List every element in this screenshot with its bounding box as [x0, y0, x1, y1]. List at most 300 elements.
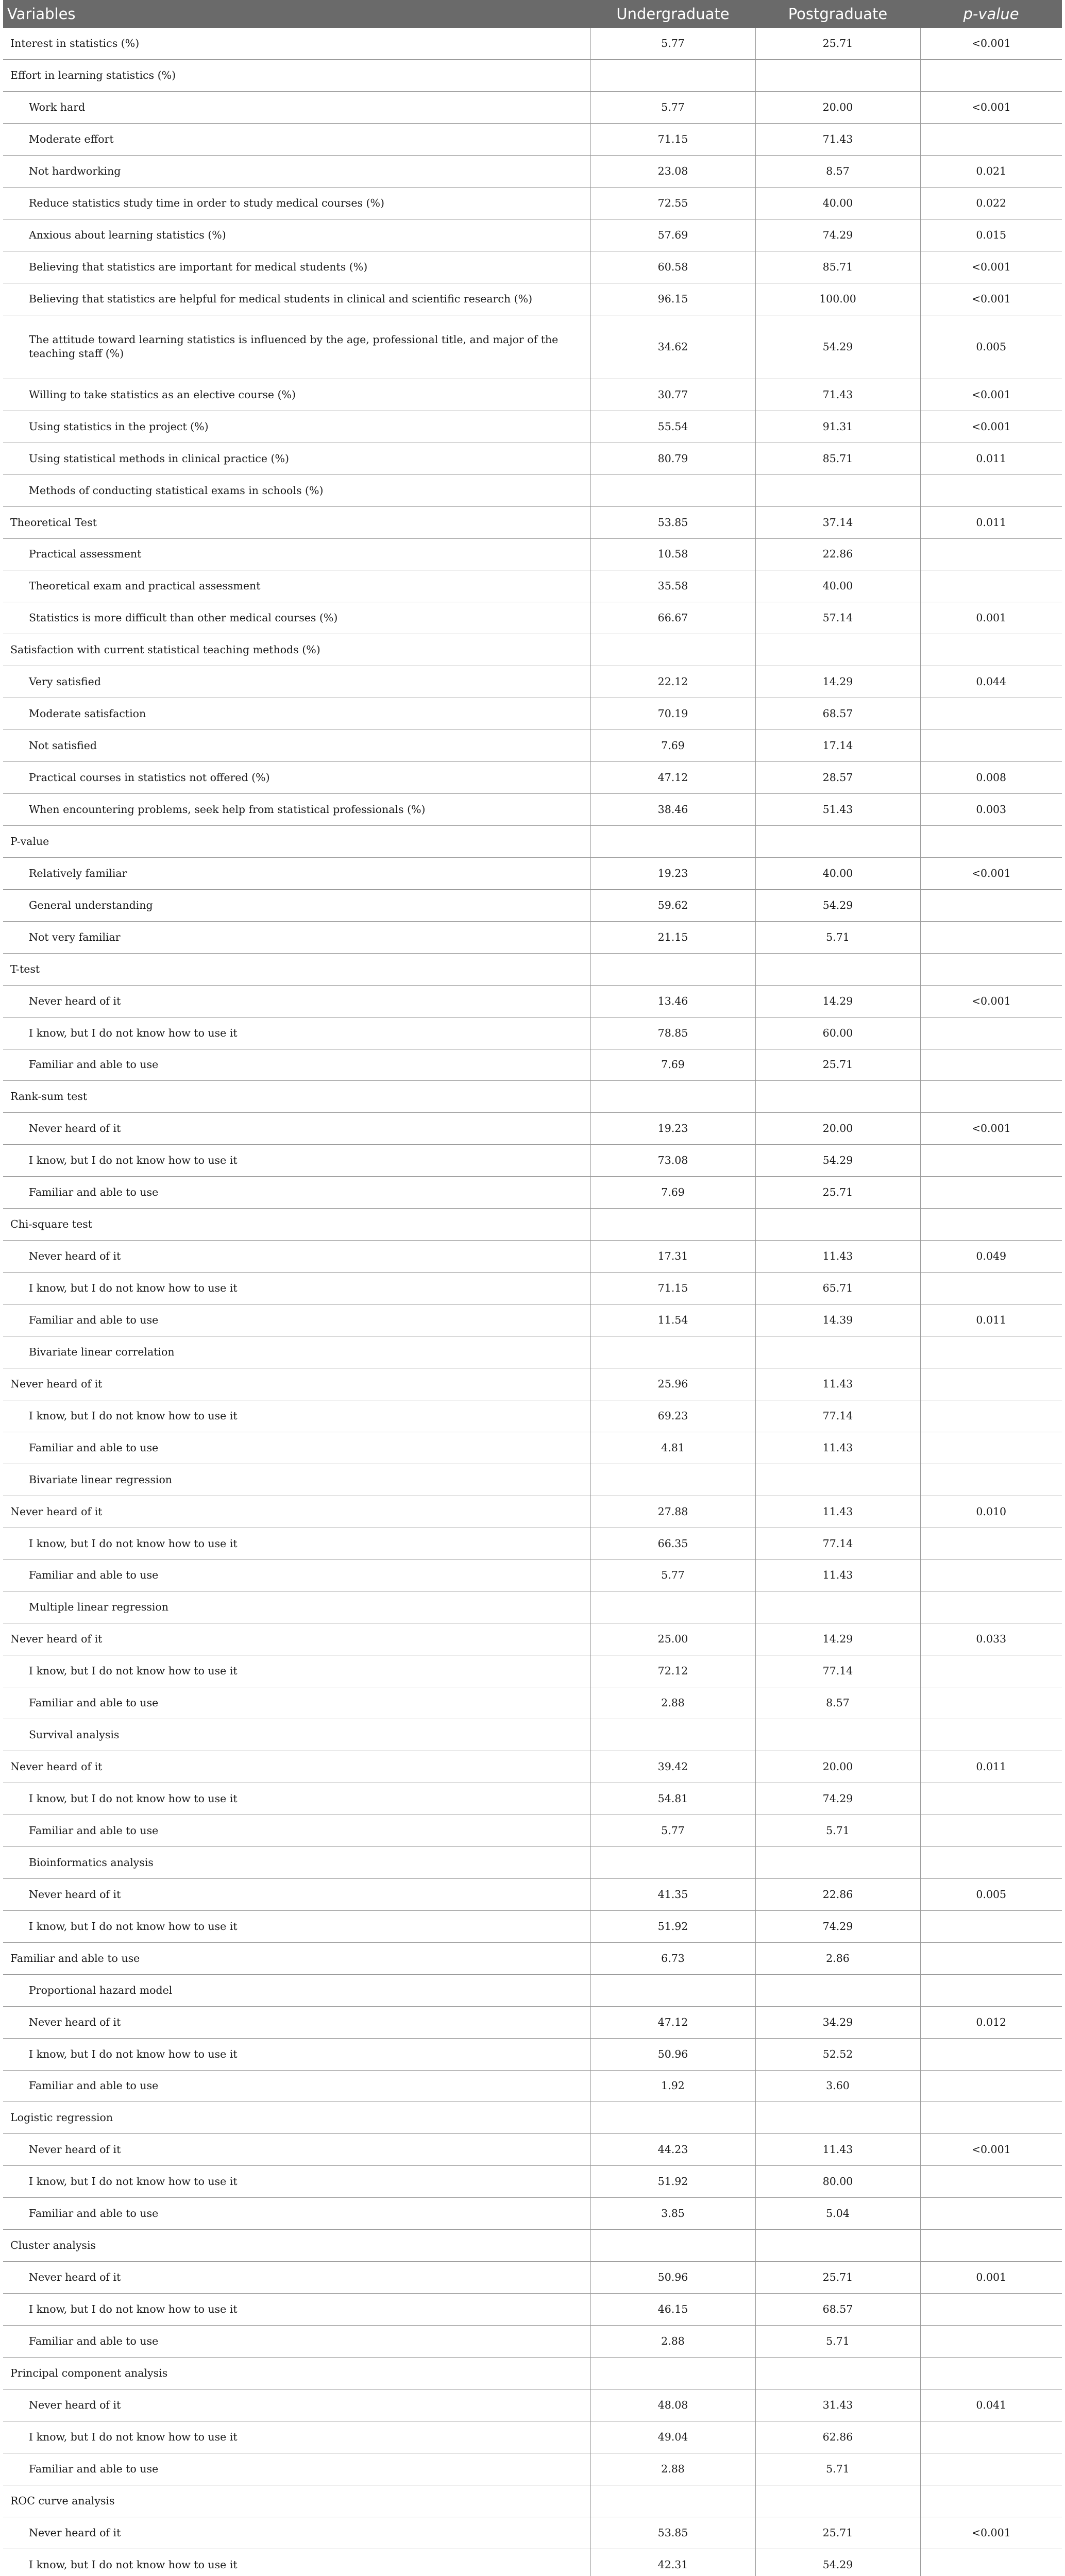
postgraduate-value: 22.86	[755, 538, 920, 570]
row-label: Bioinformatics analysis	[3, 1846, 590, 1878]
table-row	[3, 1209, 1062, 1241]
undergraduate-value: 47.12	[590, 762, 755, 794]
postgraduate-value: 100.00	[755, 283, 920, 315]
row-label: ROC curve analysis	[3, 2485, 590, 2517]
undergraduate-value: 25.96	[590, 1368, 755, 1400]
row-label: Familiar and able to use	[3, 2198, 590, 2230]
table-row	[3, 2389, 1062, 2421]
table-row	[3, 2134, 1062, 2166]
table-row	[3, 60, 1062, 92]
undergraduate-value: 51.92	[590, 1910, 755, 1942]
table-row	[3, 1368, 1062, 1400]
undergraduate-value: 72.12	[590, 1655, 755, 1687]
postgraduate-value: 91.31	[755, 411, 920, 443]
postgraduate-value: 68.57	[755, 2294, 920, 2326]
row-label: I know, but I do not know how to use it	[3, 1273, 590, 1304]
undergraduate-value: 5.77	[590, 1560, 755, 1591]
row-label: Effort in learning statistics (%)	[3, 60, 590, 92]
row-label: Very satisfied	[3, 666, 590, 698]
row-label: Familiar and able to use	[3, 1177, 590, 1209]
p-value	[920, 1942, 1062, 1974]
table-row	[3, 1623, 1062, 1655]
postgraduate-value: 11.43	[755, 1432, 920, 1464]
postgraduate-value: 25.71	[755, 1177, 920, 1209]
postgraduate-value: 5.71	[755, 921, 920, 953]
table-row	[3, 1241, 1062, 1273]
p-value	[920, 2294, 1062, 2326]
table-row	[3, 570, 1062, 602]
table-row	[3, 2262, 1062, 2294]
statistics-table	[3, 0, 1062, 2576]
table-row	[3, 1974, 1062, 2006]
undergraduate-value	[590, 474, 755, 506]
row-label: P-value	[3, 825, 590, 857]
row-label: Using statistics in the project (%)	[3, 411, 590, 443]
p-value: <0.001	[920, 28, 1062, 60]
undergraduate-value: 47.12	[590, 2006, 755, 2038]
undergraduate-value	[590, 1081, 755, 1113]
undergraduate-value: 71.15	[590, 124, 755, 156]
row-label: Cluster analysis	[3, 2230, 590, 2262]
p-value	[920, 1145, 1062, 1177]
table-row	[3, 1496, 1062, 1528]
row-label: Moderate satisfaction	[3, 698, 590, 730]
p-value	[920, 570, 1062, 602]
undergraduate-value: 25.00	[590, 1623, 755, 1655]
postgraduate-value: 28.57	[755, 762, 920, 794]
table-row	[3, 1942, 1062, 1974]
p-value	[920, 1273, 1062, 1304]
postgraduate-value: 54.29	[755, 889, 920, 921]
postgraduate-value: 14.29	[755, 1623, 920, 1655]
undergraduate-value: 6.73	[590, 1942, 755, 1974]
row-label: Never heard of it	[3, 985, 590, 1017]
postgraduate-value	[755, 1591, 920, 1623]
postgraduate-value: 5.71	[755, 2326, 920, 2358]
table-row	[3, 2326, 1062, 2358]
table-row	[3, 2038, 1062, 2070]
undergraduate-value: 35.58	[590, 570, 755, 602]
p-value	[920, 1783, 1062, 1815]
table-row	[3, 538, 1062, 570]
postgraduate-value: 77.14	[755, 1655, 920, 1687]
postgraduate-value: 20.00	[755, 1751, 920, 1783]
postgraduate-value: 25.71	[755, 2517, 920, 2549]
undergraduate-value: 42.31	[590, 2549, 755, 2576]
undergraduate-value: 19.23	[590, 857, 755, 889]
postgraduate-value	[755, 2230, 920, 2262]
p-value	[920, 2549, 1062, 2576]
postgraduate-value	[755, 1336, 920, 1368]
p-value	[920, 1049, 1062, 1081]
undergraduate-value: 21.15	[590, 921, 755, 953]
row-label: Rank-sum test	[3, 1081, 590, 1113]
row-label: Survival analysis	[3, 1719, 590, 1751]
undergraduate-value	[590, 825, 755, 857]
postgraduate-value: 3.60	[755, 2070, 920, 2102]
postgraduate-value: 20.00	[755, 1113, 920, 1145]
postgraduate-value: 25.71	[755, 2262, 920, 2294]
table-row	[3, 2006, 1062, 2038]
header-row	[3, 0, 1062, 28]
postgraduate-value: 54.29	[755, 315, 920, 379]
postgraduate-value: 14.29	[755, 666, 920, 698]
undergraduate-value: 1.92	[590, 2070, 755, 2102]
undergraduate-value: 22.12	[590, 666, 755, 698]
postgraduate-value: 71.43	[755, 124, 920, 156]
p-value	[920, 1017, 1062, 1049]
table-row	[3, 1687, 1062, 1719]
postgraduate-value: 85.71	[755, 443, 920, 474]
p-value: <0.001	[920, 857, 1062, 889]
row-label: Believing that statistics are important for medical students (%)	[3, 251, 590, 283]
postgraduate-value: 71.43	[755, 379, 920, 411]
p-value	[920, 538, 1062, 570]
postgraduate-value: 11.43	[755, 1368, 920, 1400]
postgraduate-value: 74.29	[755, 1910, 920, 1942]
undergraduate-value: 34.62	[590, 315, 755, 379]
table-row	[3, 666, 1062, 698]
p-value	[920, 1209, 1062, 1241]
table-row	[3, 411, 1062, 443]
postgraduate-value	[755, 1081, 920, 1113]
table-row	[3, 443, 1062, 474]
postgraduate-value: 14.39	[755, 1304, 920, 1336]
table-row	[3, 1591, 1062, 1623]
table-row	[3, 1273, 1062, 1304]
table-row	[3, 1113, 1062, 1145]
table-row	[3, 2198, 1062, 2230]
table-row	[3, 1846, 1062, 1878]
p-value: 0.012	[920, 2006, 1062, 2038]
postgraduate-value: 65.71	[755, 1273, 920, 1304]
postgraduate-value: 8.57	[755, 1687, 920, 1719]
row-label: Relatively familiar	[3, 857, 590, 889]
postgraduate-value	[755, 1846, 920, 1878]
postgraduate-value: 40.00	[755, 570, 920, 602]
undergraduate-value: 50.96	[590, 2262, 755, 2294]
postgraduate-value	[755, 60, 920, 92]
row-label: Never heard of it	[3, 1751, 590, 1783]
postgraduate-value: 5.71	[755, 1815, 920, 1847]
undergraduate-value: 2.88	[590, 2453, 755, 2485]
table-row	[3, 634, 1062, 666]
row-label: Familiar and able to use	[3, 2070, 590, 2102]
table-row	[3, 1719, 1062, 1751]
header-p-value: p-value	[920, 0, 1062, 28]
table-row	[3, 1017, 1062, 1049]
p-value: 0.005	[920, 1878, 1062, 1910]
p-value	[920, 2230, 1062, 2262]
postgraduate-value: 11.43	[755, 1560, 920, 1591]
postgraduate-value: 80.00	[755, 2166, 920, 2198]
undergraduate-value: 49.04	[590, 2421, 755, 2453]
row-label: I know, but I do not know how to use it	[3, 1017, 590, 1049]
undergraduate-value: 59.62	[590, 889, 755, 921]
p-value	[920, 1910, 1062, 1942]
table-row	[3, 1081, 1062, 1113]
p-value	[920, 1719, 1062, 1751]
table-row	[3, 2549, 1062, 2576]
row-label: I know, but I do not know how to use it	[3, 1910, 590, 1942]
p-value	[920, 2070, 1062, 2102]
undergraduate-value	[590, 2357, 755, 2389]
undergraduate-value: 5.77	[590, 1815, 755, 1847]
undergraduate-value: 17.31	[590, 1241, 755, 1273]
row-label: Familiar and able to use	[3, 1049, 590, 1081]
undergraduate-value: 2.88	[590, 1687, 755, 1719]
p-value	[920, 1655, 1062, 1687]
undergraduate-value: 23.08	[590, 156, 755, 188]
row-label: Familiar and able to use	[3, 1560, 590, 1591]
row-label: Never heard of it	[3, 1623, 590, 1655]
row-label: Practical courses in statistics not offered (%)	[3, 762, 590, 794]
row-label: Logistic regression	[3, 2102, 590, 2134]
row-label: Proportional hazard model	[3, 1974, 590, 2006]
row-label: Never heard of it	[3, 2389, 590, 2421]
undergraduate-value: 38.46	[590, 794, 755, 826]
row-label: Moderate effort	[3, 124, 590, 156]
undergraduate-value: 39.42	[590, 1751, 755, 1783]
p-value: <0.001	[920, 379, 1062, 411]
postgraduate-value: 37.14	[755, 506, 920, 538]
row-label: I know, but I do not know how to use it	[3, 1400, 590, 1432]
undergraduate-value: 78.85	[590, 1017, 755, 1049]
undergraduate-value: 7.69	[590, 730, 755, 762]
table-row	[3, 2485, 1062, 2517]
table-row	[3, 251, 1062, 283]
row-label: I know, but I do not know how to use it	[3, 2421, 590, 2453]
p-value	[920, 889, 1062, 921]
row-label: I know, but I do not know how to use it	[3, 1145, 590, 1177]
table-row	[3, 1560, 1062, 1591]
postgraduate-value: 2.86	[755, 1942, 920, 1974]
p-value: 0.044	[920, 666, 1062, 698]
row-label: I know, but I do not know how to use it	[3, 1655, 590, 1687]
table-row	[3, 953, 1062, 985]
undergraduate-value: 19.23	[590, 1113, 755, 1145]
p-value	[920, 2357, 1062, 2389]
undergraduate-value: 50.96	[590, 2038, 755, 2070]
row-label: Familiar and able to use	[3, 2326, 590, 2358]
postgraduate-value: 31.43	[755, 2389, 920, 2421]
row-label: Never heard of it	[3, 1878, 590, 1910]
postgraduate-value: 54.29	[755, 2549, 920, 2576]
p-value: 0.022	[920, 188, 1062, 219]
undergraduate-value: 7.69	[590, 1049, 755, 1081]
postgraduate-value: 54.29	[755, 1145, 920, 1177]
table-row	[3, 1400, 1062, 1432]
table-row	[3, 2070, 1062, 2102]
postgraduate-value: 25.71	[755, 1049, 920, 1081]
p-value	[920, 124, 1062, 156]
p-value	[920, 2166, 1062, 2198]
undergraduate-value: 46.15	[590, 2294, 755, 2326]
p-value	[920, 1336, 1062, 1368]
p-value: <0.001	[920, 411, 1062, 443]
row-label: Work hard	[3, 92, 590, 124]
postgraduate-value: 11.43	[755, 2134, 920, 2166]
table-row	[3, 156, 1062, 188]
row-label: Never heard of it	[3, 1496, 590, 1528]
table-row	[3, 1464, 1062, 1496]
undergraduate-value	[590, 1591, 755, 1623]
p-value: <0.001	[920, 283, 1062, 315]
postgraduate-value	[755, 1209, 920, 1241]
table-row	[3, 825, 1062, 857]
table-row	[3, 315, 1062, 379]
undergraduate-value	[590, 1336, 755, 1368]
table-row	[3, 794, 1062, 826]
table-row	[3, 1783, 1062, 1815]
row-label: Principal component analysis	[3, 2357, 590, 2389]
p-value	[920, 1974, 1062, 2006]
p-value	[920, 1815, 1062, 1847]
undergraduate-value: 2.88	[590, 2326, 755, 2358]
postgraduate-value: 14.29	[755, 985, 920, 1017]
p-value: 0.011	[920, 1751, 1062, 1783]
table-row	[3, 985, 1062, 1017]
row-label: Never heard of it	[3, 2517, 590, 2549]
row-label: Methods of conducting statistical exams in schools (%)	[3, 474, 590, 506]
undergraduate-value: 55.54	[590, 411, 755, 443]
row-label: Familiar and able to use	[3, 2453, 590, 2485]
postgraduate-value: 77.14	[755, 1400, 920, 1432]
row-label: Chi-square test	[3, 1209, 590, 1241]
postgraduate-value	[755, 1719, 920, 1751]
undergraduate-value: 27.88	[590, 1496, 755, 1528]
row-label: Never heard of it	[3, 2006, 590, 2038]
p-value: 0.041	[920, 2389, 1062, 2421]
row-label: Theoretical exam and practical assessment	[3, 570, 590, 602]
row-label: Never heard of it	[3, 1368, 590, 1400]
table-row	[3, 762, 1062, 794]
row-label: Believing that statistics are helpful for medical students in clinical and scientific research (%)	[3, 283, 590, 315]
postgraduate-value	[755, 953, 920, 985]
p-value: <0.001	[920, 985, 1062, 1017]
row-label: Familiar and able to use	[3, 1687, 590, 1719]
table-row	[3, 283, 1062, 315]
postgraduate-value	[755, 474, 920, 506]
p-value	[920, 2453, 1062, 2485]
undergraduate-value	[590, 1464, 755, 1496]
row-label: I know, but I do not know how to use it	[3, 1783, 590, 1815]
table-row	[3, 188, 1062, 219]
postgraduate-value: 51.43	[755, 794, 920, 826]
table-row	[3, 2517, 1062, 2549]
row-label: Willing to take statistics as an elective course (%)	[3, 379, 590, 411]
undergraduate-value: 80.79	[590, 443, 755, 474]
p-value: 0.001	[920, 2262, 1062, 2294]
table-row	[3, 1177, 1062, 1209]
p-value	[920, 474, 1062, 506]
undergraduate-value	[590, 2485, 755, 2517]
undergraduate-value: 73.08	[590, 1145, 755, 1177]
row-label: Bivariate linear regression	[3, 1464, 590, 1496]
p-value: <0.001	[920, 92, 1062, 124]
postgraduate-value: 25.71	[755, 28, 920, 60]
p-value	[920, 1846, 1062, 1878]
undergraduate-value: 66.35	[590, 1528, 755, 1560]
table-row	[3, 1815, 1062, 1847]
p-value: 0.011	[920, 443, 1062, 474]
table-row	[3, 1751, 1062, 1783]
postgraduate-value	[755, 634, 920, 666]
row-label: I know, but I do not know how to use it	[3, 2038, 590, 2070]
p-value	[920, 1368, 1062, 1400]
table-row	[3, 1304, 1062, 1336]
postgraduate-value: 40.00	[755, 857, 920, 889]
row-label: I know, but I do not know how to use it	[3, 1528, 590, 1560]
row-label: Bivariate linear correlation	[3, 1336, 590, 1368]
undergraduate-value: 60.58	[590, 251, 755, 283]
postgraduate-value	[755, 2357, 920, 2389]
header-postgraduate: Postgraduate	[755, 0, 920, 28]
row-label: Multiple linear regression	[3, 1591, 590, 1623]
p-value	[920, 1591, 1062, 1623]
p-value: 0.033	[920, 1623, 1062, 1655]
p-value: 0.003	[920, 794, 1062, 826]
table-row	[3, 1528, 1062, 1560]
postgraduate-value: 60.00	[755, 1017, 920, 1049]
p-value	[920, 634, 1062, 666]
p-value	[920, 1400, 1062, 1432]
undergraduate-value: 3.85	[590, 2198, 755, 2230]
p-value	[920, 2038, 1062, 2070]
undergraduate-value: 72.55	[590, 188, 755, 219]
undergraduate-value: 53.85	[590, 2517, 755, 2549]
header-undergraduate: Undergraduate	[590, 0, 755, 28]
table-row	[3, 730, 1062, 762]
undergraduate-value	[590, 2102, 755, 2134]
p-value: <0.001	[920, 2134, 1062, 2166]
undergraduate-value: 7.69	[590, 1177, 755, 1209]
row-label: T-test	[3, 953, 590, 985]
p-value: 0.015	[920, 219, 1062, 251]
row-label: Not hardworking	[3, 156, 590, 188]
table-row	[3, 2357, 1062, 2389]
p-value	[920, 1687, 1062, 1719]
table-row	[3, 698, 1062, 730]
table-row	[3, 28, 1062, 60]
table-row	[3, 921, 1062, 953]
undergraduate-value	[590, 953, 755, 985]
postgraduate-value: 8.57	[755, 156, 920, 188]
p-value	[920, 953, 1062, 985]
table-row	[3, 379, 1062, 411]
p-value	[920, 2102, 1062, 2134]
undergraduate-value: 66.67	[590, 602, 755, 634]
p-value: <0.001	[920, 1113, 1062, 1145]
undergraduate-value: 69.23	[590, 1400, 755, 1432]
p-value: 0.049	[920, 1241, 1062, 1273]
row-label: Never heard of it	[3, 1241, 590, 1273]
undergraduate-value	[590, 60, 755, 92]
undergraduate-value: 70.19	[590, 698, 755, 730]
row-label: Familiar and able to use	[3, 1815, 590, 1847]
p-value	[920, 60, 1062, 92]
undergraduate-value	[590, 1974, 755, 2006]
row-label: General understanding	[3, 889, 590, 921]
p-value	[920, 1432, 1062, 1464]
table-row	[3, 506, 1062, 538]
undergraduate-value: 30.77	[590, 379, 755, 411]
postgraduate-value: 68.57	[755, 698, 920, 730]
undergraduate-value: 44.23	[590, 2134, 755, 2166]
row-label: Not very familiar	[3, 921, 590, 953]
p-value: 0.008	[920, 762, 1062, 794]
row-label: Never heard of it	[3, 1113, 590, 1145]
